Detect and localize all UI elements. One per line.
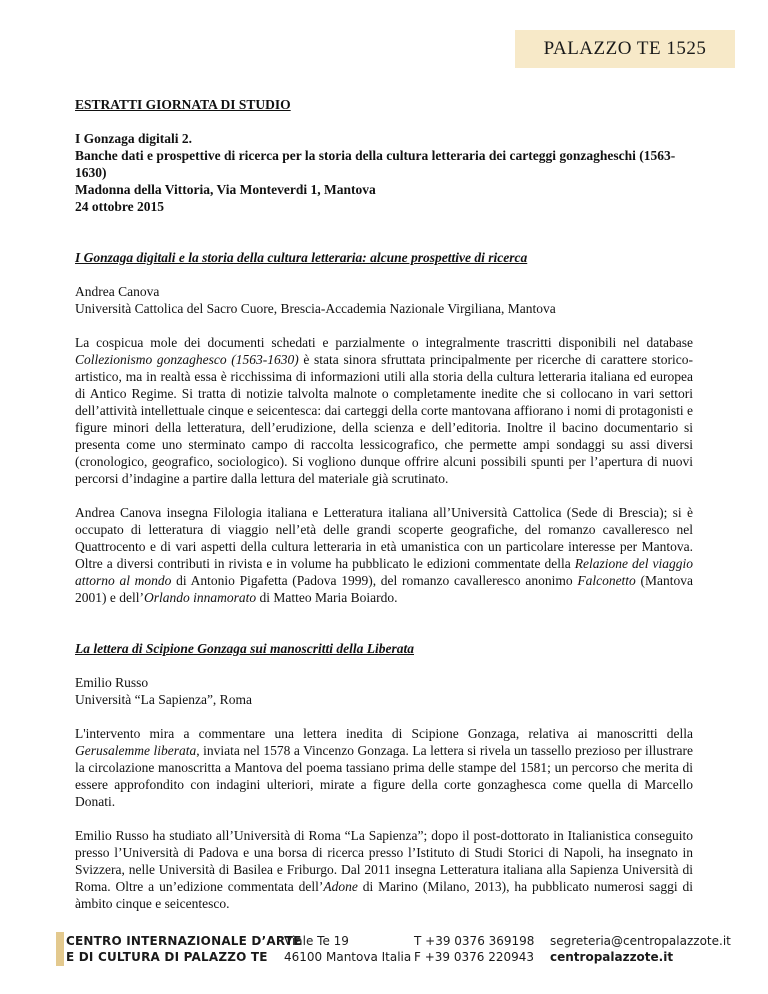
footer-fax: F +39 0376 220943 (414, 950, 535, 964)
document-body (75, 96, 693, 929)
speaker-bio: Emilio Russo ha studiato all’Università di Roma “La Sapienza”; dopo il post-dottorato in Italianistica conseguito presso l’Università di Padova e una borsa di ricerca presso l’Istituto di Studi Storici di Napoli, ha insegnato in Svizzera, nelle Università di Basilea e Friburgo. Dal 2011 insegna Letteratura italiana alla Sapienza Università di Roma. Oltre a un’edizione commentata dell’Adone di Marino (Milano, 2013), ha pubblicato numerosi saggi di àmbito cinque e seicentesco. (75, 828, 693, 911)
talk-abstract: L'intervento mira a commentare una lettera inedita di Scipione Gonzaga, relativa ai manoscritti della Gerusalemme liberata, inviata nel 1578 a Vincenzo Gonzaga. La lettera si rivela un tassello prezioso per illustrare la circolazione manoscritta a Mantova del poema tassiano prima delle stampe del 1581; un percorso che merita di essere approfondito con indagini ulteriori, mirate a figure della corte gonzaghesca come quella di Marcello Donati. (75, 726, 693, 809)
palazzo-te-badge (515, 30, 735, 68)
speaker-block (75, 283, 693, 317)
footer-address: Viale Te 19 46100 Mantova Italia (284, 934, 412, 964)
section-heading: ESTRATTI GIORNATA DI STUDIO (75, 97, 291, 112)
speaker-block (75, 674, 693, 708)
badge-text: PALAZZO TE 1525 (543, 38, 707, 59)
page-footer (56, 932, 736, 966)
speaker-name: Emilio Russo (75, 675, 149, 690)
event-subtitle: Banche dati e prospettive di ricerca per la storia della cultura letteraria dei carteggi gonzagheschi (1563-1630) (75, 148, 676, 180)
footer-phone: T +39 0376 369198 (414, 934, 535, 948)
talk-title: La lettera di Scipione Gonzaga sui manoscritti della Liberata (75, 641, 415, 656)
footer-email-link[interactable]: segreteria@centropalazzote.it (550, 934, 731, 948)
event-venue: Madonna della Vittoria, Via Monteverdi 1, Mantova (75, 182, 376, 197)
talk-abstract: La cospicua mole dei documenti schedati e parzialmente o integralmente trascritti disponibili nel database Collezionismo gonzaghesco (1563-1630) è stata sinora sfruttata principalmente per ricerche di carattere storico-artistico, ma in realtà essa è ricchissima di informazioni utili alla storia della cultura letteraria italiana ed europea di Antico Regime. Si tratta di notizie talvolta malnote o completamente inedite che si collocano in vari settori dell’attività intellettuale cinque e seicentesca: dai carteggi della corte mantovana affiorano i nomi di protagonisti e figure minori della letteratura, dell’erudizione, della scienza e dell’editoria. Inoltre il bacino documentario si presenta come uno sterminato campo di raccolta lessicografico, che permette ampi sondaggi su assi diversi (cronologico, geografico, sociologico). Si vogliono dunque offrire alcuni possibili spunti per l’apertura di nuovi percorsi d’indagine a partire dalla lettura del materiale già scrutinato. (75, 335, 694, 486)
footer-website-link[interactable]: centropalazzote.it (550, 950, 674, 964)
speaker-name: Andrea Canova (75, 284, 160, 299)
event-info (75, 130, 693, 215)
footer-accent-bar (56, 932, 64, 966)
footer-phones (414, 933, 534, 965)
talk-title: I Gonzaga digitali e la storia della cultura letteraria: alcune prospettive di ricerca (75, 250, 528, 265)
speaker-affiliation: Università “La Sapienza”, Roma (75, 692, 252, 707)
event-title: I Gonzaga digitali 2. (75, 131, 193, 146)
speaker-affiliation: Università Cattolica del Sacro Cuore, Brescia-Accademia Nazionale Virgiliana, Mantova (75, 301, 556, 316)
footer-organization: CENTRO INTERNAZIONALE D’ARTE E DI CULTURA DI PALAZZO TE (66, 934, 302, 964)
speaker-bio: Andrea Canova insegna Filologia italiana e Letteratura italiana all’Università Cattolica (Sede di Brescia); si è occupato di letteratura di viaggio nell’età delle grandi scoperte geografiche, del romanzo cavalleresco nel Quattrocento e di vari aspetti della cultura letteraria in età umanistica con un particolare interesse per Mantova. Oltre a diversi contributi in rivista e in volume ha pubblicato le edizioni commentate della Relazione del viaggio attorno al mondo di Antonio Pigafetta (Padova 1999), del romanzo cavalleresco anonimo Falconetto (Mantova 2001) e dell’Orlando innamorato di Matteo Maria Boiardo. (75, 505, 694, 605)
footer-contacts (550, 933, 731, 965)
event-date: 24 ottobre 2015 (75, 199, 164, 214)
